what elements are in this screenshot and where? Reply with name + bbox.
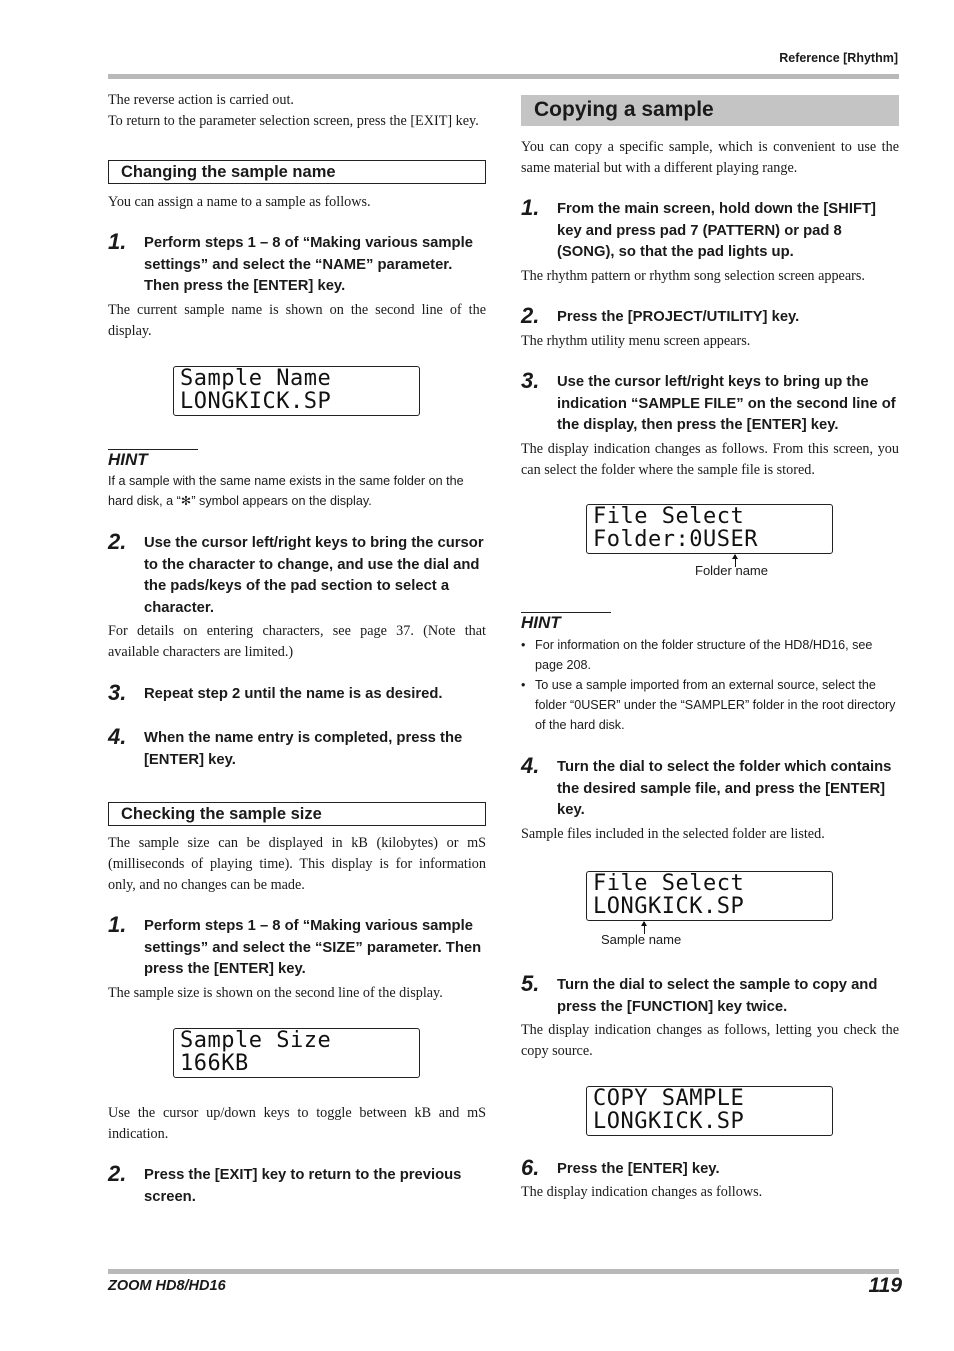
lcd-line-1: File Select: [593, 504, 745, 529]
copy-step-4: [521, 753, 899, 822]
lcd-folder-select: [586, 504, 833, 554]
bullet-dot: •: [521, 638, 526, 652]
name-step-1-desc: The current sample name is shown on the second line of the display.: [108, 302, 486, 339]
header-rule: [108, 74, 899, 79]
bullet-text: To use a sample imported from an external source, select the folder “0USER” under the “SAMPLER” folder in the root directory of the hard disk.: [535, 678, 896, 732]
size-step-1: [108, 912, 486, 981]
step-number: 1.: [108, 229, 127, 254]
footer-rule: [108, 1269, 899, 1274]
intro-line-1: The reverse action is carried out.: [108, 92, 294, 108]
step-number: 4.: [108, 724, 127, 749]
step-number: 2.: [521, 303, 540, 328]
name-section-intro: You can assign a name to a sample as follows.: [108, 194, 371, 210]
lcd-line-1: COPY SAMPLE: [593, 1086, 745, 1111]
intro-text: [108, 90, 486, 132]
running-header: Reference [Rhythm]: [779, 51, 898, 65]
lcd-line-2: LONGKICK.SP: [180, 389, 332, 414]
step-number: 6.: [521, 1155, 540, 1180]
sample-name-callout: Sample name: [601, 932, 682, 947]
step-number: 1.: [108, 912, 127, 937]
lcd-line-2: 166KB: [180, 1051, 249, 1076]
step-number: 2.: [108, 529, 127, 554]
size-section-heading: Checking the sample size: [108, 802, 486, 826]
copy-step-6-desc: The display indication changes as follows.: [521, 1184, 763, 1200]
copy-step-6: [521, 1155, 899, 1181]
page-number: 119: [868, 1274, 902, 1297]
copy-step-2-desc: The rhythm utility menu screen appears.: [521, 333, 751, 349]
name-section-heading: Changing the sample name: [108, 160, 486, 184]
hint-title: HINT: [521, 613, 561, 632]
lcd-file-select: [586, 871, 833, 921]
copy-step-2: [521, 303, 899, 329]
hint-bullet-1: [521, 635, 899, 675]
hint-text: If a sample with the same name exists in the same folder on the hard disk, a “✻” symbol appears on the display.: [108, 474, 464, 508]
copy-step-3: [521, 368, 899, 437]
step-instruction: From the main screen, hold down the [SHIFT] key and press pad 7 (PATTERN) or pad 8 (SONG), so that the pad lights up.: [557, 201, 876, 260]
size-toggle-text: Use the cursor up/down keys to toggle between kB and mS indication.: [108, 1105, 486, 1142]
hint-bullet-2: [521, 675, 899, 735]
step-instruction: Perform steps 1 – 8 of “Making various sample settings” and select the “SIZE” parameter. Then press the [ENTER] key.: [144, 918, 482, 977]
bullet-text: For information on the folder structure of the HD8/HD16, see page 208.: [535, 638, 873, 672]
step-number: 5.: [521, 971, 540, 996]
footer-model: ZOOM HD8/HD16: [108, 1278, 226, 1294]
name-step-4: [108, 724, 486, 771]
lcd-sample-size: [173, 1028, 420, 1078]
copy-step-5: [521, 971, 899, 1018]
name-step-1: [108, 229, 486, 298]
step-instruction: Turn the dial to select the sample to copy and press the [FUNCTION] key twice.: [557, 977, 878, 1015]
copy-step-1-desc: The rhythm pattern or rhythm song selection screen appears.: [521, 268, 865, 284]
step-number: 2.: [108, 1161, 127, 1186]
lcd-line-1: Sample Size: [180, 1028, 332, 1053]
copy-step-4-desc: Sample files included in the selected folder are listed.: [521, 826, 825, 842]
intro-line-2: To return to the parameter selection screen, press the [EXIT] key.: [108, 113, 479, 129]
size-step-2: [108, 1161, 486, 1208]
name-step-2: [108, 529, 486, 619]
lcd-sample-name: [173, 366, 420, 416]
copy-step-3-desc: The display indication changes as follows. From this screen, you can select the folder where the sample file is stored.: [521, 441, 899, 478]
step-instruction: Use the cursor left/right keys to bring the cursor to the character to change, and use the dial and the pads/keys of the pad section to select a character.: [144, 535, 484, 616]
step-number: 3.: [108, 680, 127, 705]
name-step-3: [108, 680, 486, 706]
size-step-1-desc: The sample size is shown on the second line of the display.: [108, 985, 443, 1001]
lcd-line-2: LONGKICK.SP: [593, 894, 745, 919]
step-instruction: Press the [PROJECT/UTILITY] key.: [557, 309, 800, 325]
step-number: 1.: [521, 195, 540, 220]
copy-section-intro: You can copy a specific sample, which is convenient to use the same material but with a different playing range.: [521, 139, 899, 176]
step-instruction: When the name entry is completed, press the [ENTER] key.: [144, 730, 463, 768]
step-instruction: Repeat step 2 until the name is as desired.: [144, 686, 443, 702]
lcd-line-2: LONGKICK.SP: [593, 1109, 745, 1134]
step-number: 3.: [521, 368, 540, 393]
copy-step-5-desc: The display indication changes as follows, letting you check the copy source.: [521, 1022, 899, 1059]
lcd-line-1: File Select: [593, 871, 745, 896]
step-instruction: Press the [ENTER] key.: [557, 1161, 720, 1177]
bullet-dot: •: [521, 678, 526, 692]
name-step-2-desc: For details on entering characters, see page 37. (Note that available characters are limited.): [108, 623, 486, 660]
copy-step-1: [521, 195, 899, 264]
step-instruction: Press the [EXIT] key to return to the previous screen.: [144, 1167, 462, 1205]
size-section-intro: The sample size can be displayed in kB (kilobytes) or mS (milliseconds of playing time). This display is for information only, and no changes can be made.: [108, 835, 486, 893]
step-instruction: Perform steps 1 – 8 of “Making various sample settings” and select the “NAME” parameter. Then press the [ENTER] key.: [144, 235, 473, 294]
step-instruction: Turn the dial to select the folder which contains the desired sample file, and press the [ENTER] key.: [557, 759, 892, 818]
copy-section-heading: Copying a sample: [521, 95, 899, 126]
step-instruction: Use the cursor left/right keys to bring up the indication “SAMPLE FILE” on the second line of the display, then press the [ENTER] key.: [557, 374, 896, 433]
lcd-line-2: Folder:0USER: [593, 527, 758, 552]
hint-title: HINT: [108, 450, 148, 469]
folder-name-callout: Folder name: [695, 563, 768, 578]
step-number: 4.: [521, 753, 540, 778]
lcd-copy-sample: [586, 1086, 833, 1136]
lcd-line-1: Sample Name: [180, 366, 332, 391]
